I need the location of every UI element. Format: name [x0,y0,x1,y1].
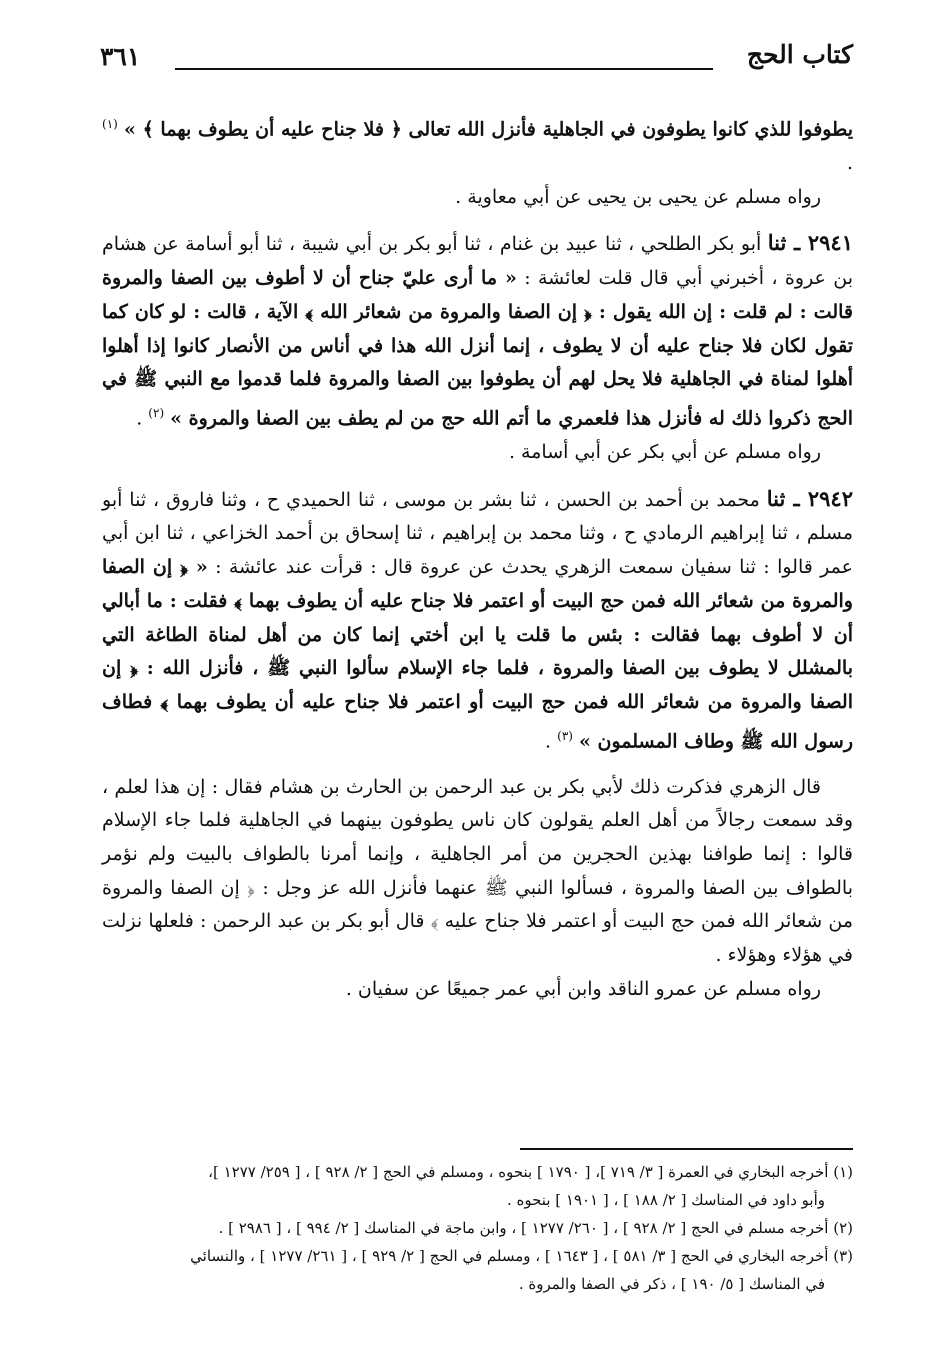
hadith-2942: ٢٩٤٢ ـ ثنا محمد بن أحمد بن الحسن ، ثنا بشر بن موسى ، ثنا الحميدي ح ، وثنا فاروق ، ثنا أبو مسلم ، ثنا إبراهيم الرمادي ح ، وثنا محمد بن إبراهيم ، ثنا إسحاق بن أحمد الخزاعي ، ثنا ابن أبي عمر قالوا : ثنا سفيان سمعت الزهري يحدث عن عروة قال : قرأت عند عائشة : « ﴿ إن الصفا والمروة من شعائر الله فمن حج البيت أو اعتمر فلا جناح عليه أن يطوف بهما ﴾ فقلت : ما أبالي أن لا أطوف بهما فقالت : بئس ما قلت يا ابن أختي إنما كان من أهل لمناة الطاغة التي بالمشلل لا يطوف بين الصفا والمروة ، فلما جاء الإسلام سألوا النبي ﷺ ، فأنزل الله : ﴿ إن الصفا والمروة من شعائر الله فمن حج البيت أو اعتمر فلا جناح عليه أن يطوف بهما ﴾ فطاف رسول الله ﷺ وطاف المسلمون » $^{(٣)}$ . [102,485,853,752]
footnote-3: (٣) أخرجه البخاري في الحج [ ٣/ ٥٨١ ] ، [ ١٦٤٣ ] ، ومسلم في الحج [ ٢/ ٩٢٩ ] ، [ ٢٦١/ ١٢٧٧ ] ، والنسائي [190,1247,853,1265]
footnote-3-continued: في المناسك [ ٥/ ١٩٠ ] ، ذكر في الصفا والمروة . [518,1275,825,1293]
header-rule [175,68,713,70]
paragraph-continuation: يطوفوا للذي كانوا يطوفون في الجاهلية فأنزل الله تعالى ﴿ فلا جناح عليه أن يطوف بهما ﴾ » $^{(١)}$ . [102,117,853,175]
hadith-2941-matn: « ما أرى عليّ جناح أن لا أطوف بين الصفا والمروة قالت : لم قلت : إن الله يقول : ﴿ إن الصفا والمروة من شعائر الله ﴾ الآية ، قالت : لو كان كما تقول لكان فلا جناح عليه أن لا يطوف ، إنما أنزل الله هذا في أناس من الأنصار كانوا إذا أهلوا أهلوا لمناة في الجاهلية فلا يحل لهم أن يطوفوا بين الصفا والمروة فلما قدموا مع النبي ﷺ في الحج ذكروا ذلك له فأنزل هذا فلعمري ما أتم الله حج من لم يطف بين الصفا والمروة » [102,267,853,430]
narration-note-1: رواه مسلم عن يحيى بن يحيى عن أبي معاوية . [455,185,821,208]
footnote-ref-1: (١) [102,117,118,131]
hadith-2941: ٢٩٤١ ـ ثنا أبو بكر الطلحي ، ثنا عبيد بن غنام ، ثنا أبو بكر بن أبي شيبة ، ثنا أبو أسامة عن هشام بن عروة ، أخبرني أبي قال قلت لعائشة : « ما أرى عليّ جناح أن لا أطوف بين الصفا والمروة قالت : لم قلت : إن الله يقول : ﴿ إن الصفا والمروة من شعائر الله ﴾ الآية ، قالت : لو كان كما تقول لكان فلا جناح عليه أن لا يطوف ، إنما أنزل الله هذا في أناس من الأنصار كانوا إذا أهلوا أهلوا لمناة في الجاهلية فلا يحل لهم أن يطوفوا بين الصفا والمروة فلما قدموا مع النبي ﷺ في الحج ذكروا ذلك له فأنزل هذا فلعمري ما أتم الله حج من لم يطف بين الصفا والمروة » $^{(٢)}$ . [102,230,854,430]
footnote-2: (٢) أخرجه مسلم في الحج [ ٢/ ٩٢٨ ] ، [ ٢٦٠/ ١٢٧٧ ] ، وابن ماجة في المناسك [ ٢/ ٩٩٤ ] ، [ ٢٩٨٦ ] . [218,1219,853,1237]
page-number: ٣٦١ [100,42,141,71]
hadith-2942-matn: « ﴿ إن الصفا والمروة من شعائر الله فمن حج البيت أو اعتمر فلا جناح عليه أن يطوف بهما ﴾ فقلت : ما أبالي أن لا أطوف بهما فقالت : بئس ما قلت يا ابن أختي إنما كان من أهل لمناة الطاغة التي بالمشلل لا يطوف بين الصفا والمروة ، فلما جاء الإسلام سألوا النبي ﷺ ، فأنزل الله : ﴿ إن الصفا والمروة من شعائر الله فمن حج البيت أو اعتمر فلا جناح عليه أن يطوف بهما ﴾ فطاف رسول الله ﷺ وطاف المسلمون » [102,556,853,752]
footnote-1-continued: وأبو داود في المناسك [ ٢/ ١٨٨ ] ، [ ١٩٠١ ] بنحوه . [506,1191,825,1209]
hadith-2942-isnad: محمد بن أحمد بن الحسن ، ثنا بشر بن موسى ، ثنا الحميدي ح ، وثنا فاروق ، ثنا أبو مسلم ، ثنا إبراهيم الرمادي ح ، وثنا محمد بن إبراهيم ، ثنا إسحاق بن أحمد الخزاعي ، ثنا ابن أبي عمر قالوا : ثنا سفيان سمعت الزهري يحدث عن عروة قال : قرأت عند عائشة : [102,488,853,579]
hadith-number-2941: ٢٩٤١ ـ ثنا [767,230,853,256]
footnote-ref-2: (٢) [148,405,165,420]
running-header-title: كتاب الحج [746,40,853,69]
main-text [102,108,853,1007]
footnote-ref-3: (٣) [557,728,573,743]
hadith-2941-isnad: أبو بكر الطلحي ، ثنا عبيد بن غنام ، ثنا أبو بكر بن أبي شيبة ، ثنا أبو أسامة عن هشام بن عروة ، أخبرني أبي قال قلت لعائشة : [102,233,854,290]
footnote-1: (١) أخرجه البخاري في العمرة [ ٣/ ٧١٩ ]، [ ١٧٩٠ ] بنحوه ، ومسلم في الحج [ ٢/ ٩٢٨ ] ، [ ٢٥٩/ ١٢٧٧ ]، [208,1163,853,1181]
hadith-number-2942: ٢٩٤٢ ـ ثنا [766,485,853,511]
narration-note-3: رواه مسلم عن عمرو الناقد وابن أبي عمر جميعًا عن سفيان . [345,977,821,1000]
footnote-rule [520,1148,853,1150]
narration-note-2: رواه مسلم عن أبي بكر عن أبي أسامة . [508,440,821,463]
zuhri-commentary: قال الزهري فذكرت ذلك لأبي بكر بن عبد الرحمن بن الحارث بن هشام فقال : إن هذا لعلم ، وقد سمعت رجالاً من أهل العلم يقولون كان ناس يطوفون بينهما في الجاهلية فلما جاء الإسلام قالوا : إنما طوافنا بهذين الحجرين من أمر الجاهلية ، وإنما أمرنا بالطواف بالبيت ولم نؤمر بالطواف بين الصفا والمروة ، فسألوا النبي ﷺ عنهما فأنزل الله عز وجل : ﴿ إن الصفا والمروة من شعائر الله فمن حج البيت أو اعتمر فلا جناح عليه ﴾ قال أبو بكر بن عبد الرحمن : فلعلها نزلت في هؤلاء وهؤلاء . [102,775,853,967]
footnotes [102,1158,853,1298]
